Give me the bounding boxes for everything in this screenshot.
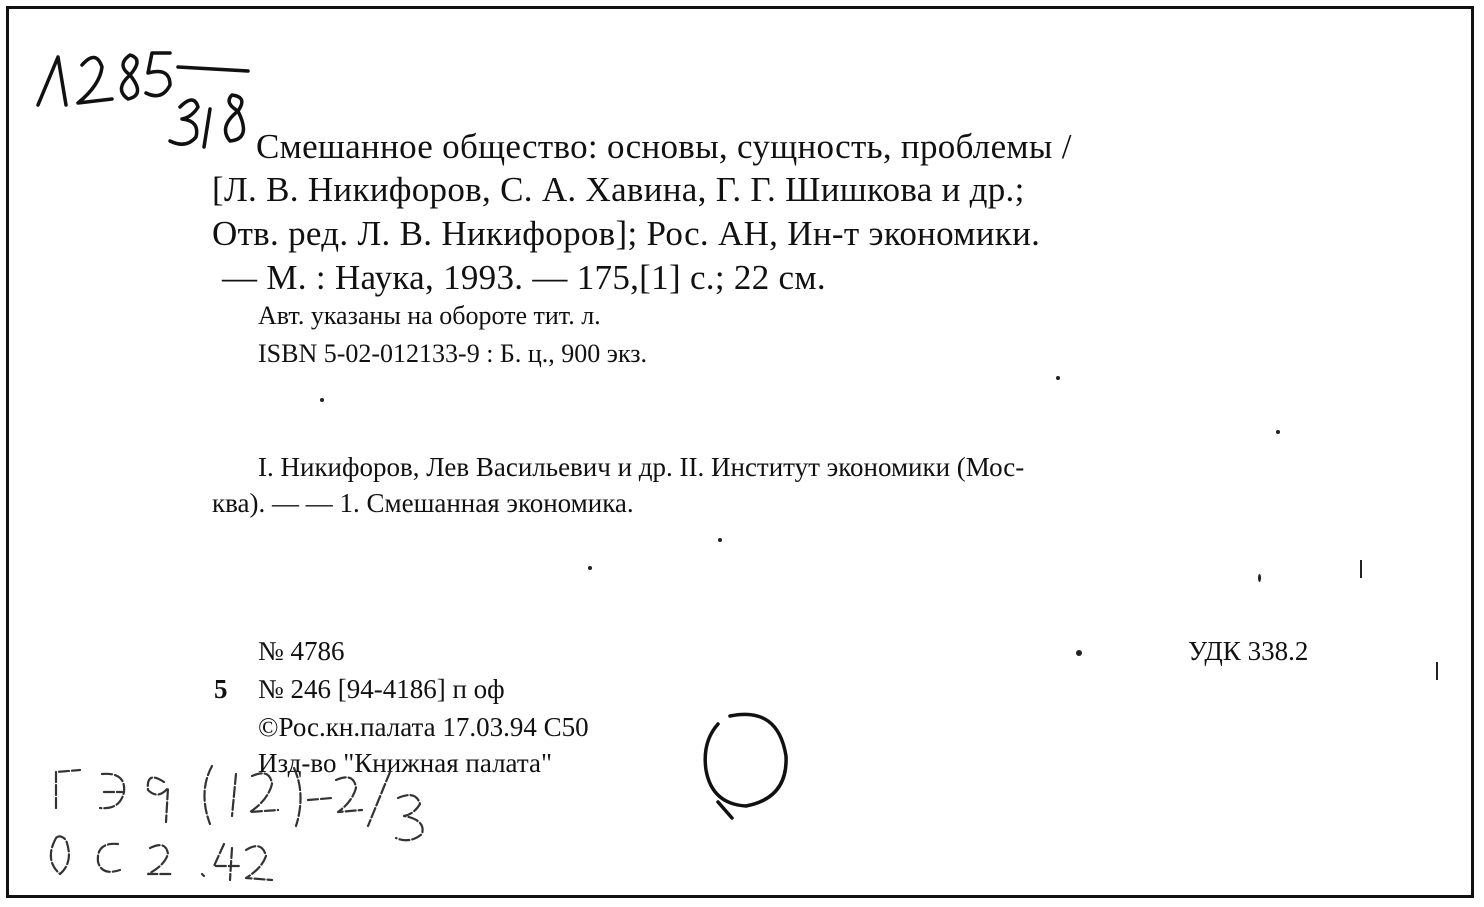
speck	[718, 538, 722, 542]
speck	[1076, 650, 1082, 656]
handwritten-circle	[688, 706, 798, 824]
handwritten-shelfmark	[30, 45, 270, 155]
shelfmark-drawing	[30, 45, 270, 155]
speck	[320, 398, 324, 402]
entry-responsibility-line: Отв. ред. Л. В. Никифоров]; Рос. АН, Ин-т экономики.	[212, 214, 1041, 253]
entry-authors-line: [Л. В. Никифоров, С. А. Хавина, Г. Г. Шишкова и др.;	[212, 170, 1025, 209]
publisher-line: Изд-во "Книжная палата"	[258, 748, 552, 778]
handwritten-code	[40, 752, 460, 892]
note-isbn: ISBN 5-02-012133-9 : Б. ц., 900 экз.	[258, 339, 647, 368]
speck	[1056, 376, 1060, 380]
speck	[1436, 662, 1438, 680]
speck	[1360, 560, 1362, 578]
handwritten-code-drawing	[40, 752, 460, 892]
number-prefix: 5	[214, 674, 228, 704]
udk-code: УДК 338.2	[1188, 636, 1309, 666]
card-number: № 4786	[258, 636, 345, 666]
speck	[588, 566, 592, 570]
entry-title-line: Смешанное общество: основы, сущность, проблемы /	[256, 127, 1072, 166]
copyright-line: ©Рос.кн.палата 17.03.94 C50	[258, 712, 589, 742]
speck	[1276, 430, 1280, 434]
tracing-line-1: I. Никифоров, Лев Васильевич и др. II. Институт экономики (Мос-	[258, 452, 1025, 482]
tracing-line-2: ква). — — 1. Смешанная экономика.	[212, 488, 634, 518]
speck	[1258, 574, 1261, 582]
circle-drawing	[688, 706, 798, 824]
entry-imprint-line: — М. : Наука, 1993. — 175,[1] с.; 22 см.	[222, 258, 826, 297]
order-number: № 246 [94-4186] п оф	[258, 674, 505, 704]
note-authors: Авт. указаны на обороте тит. л.	[258, 301, 601, 330]
